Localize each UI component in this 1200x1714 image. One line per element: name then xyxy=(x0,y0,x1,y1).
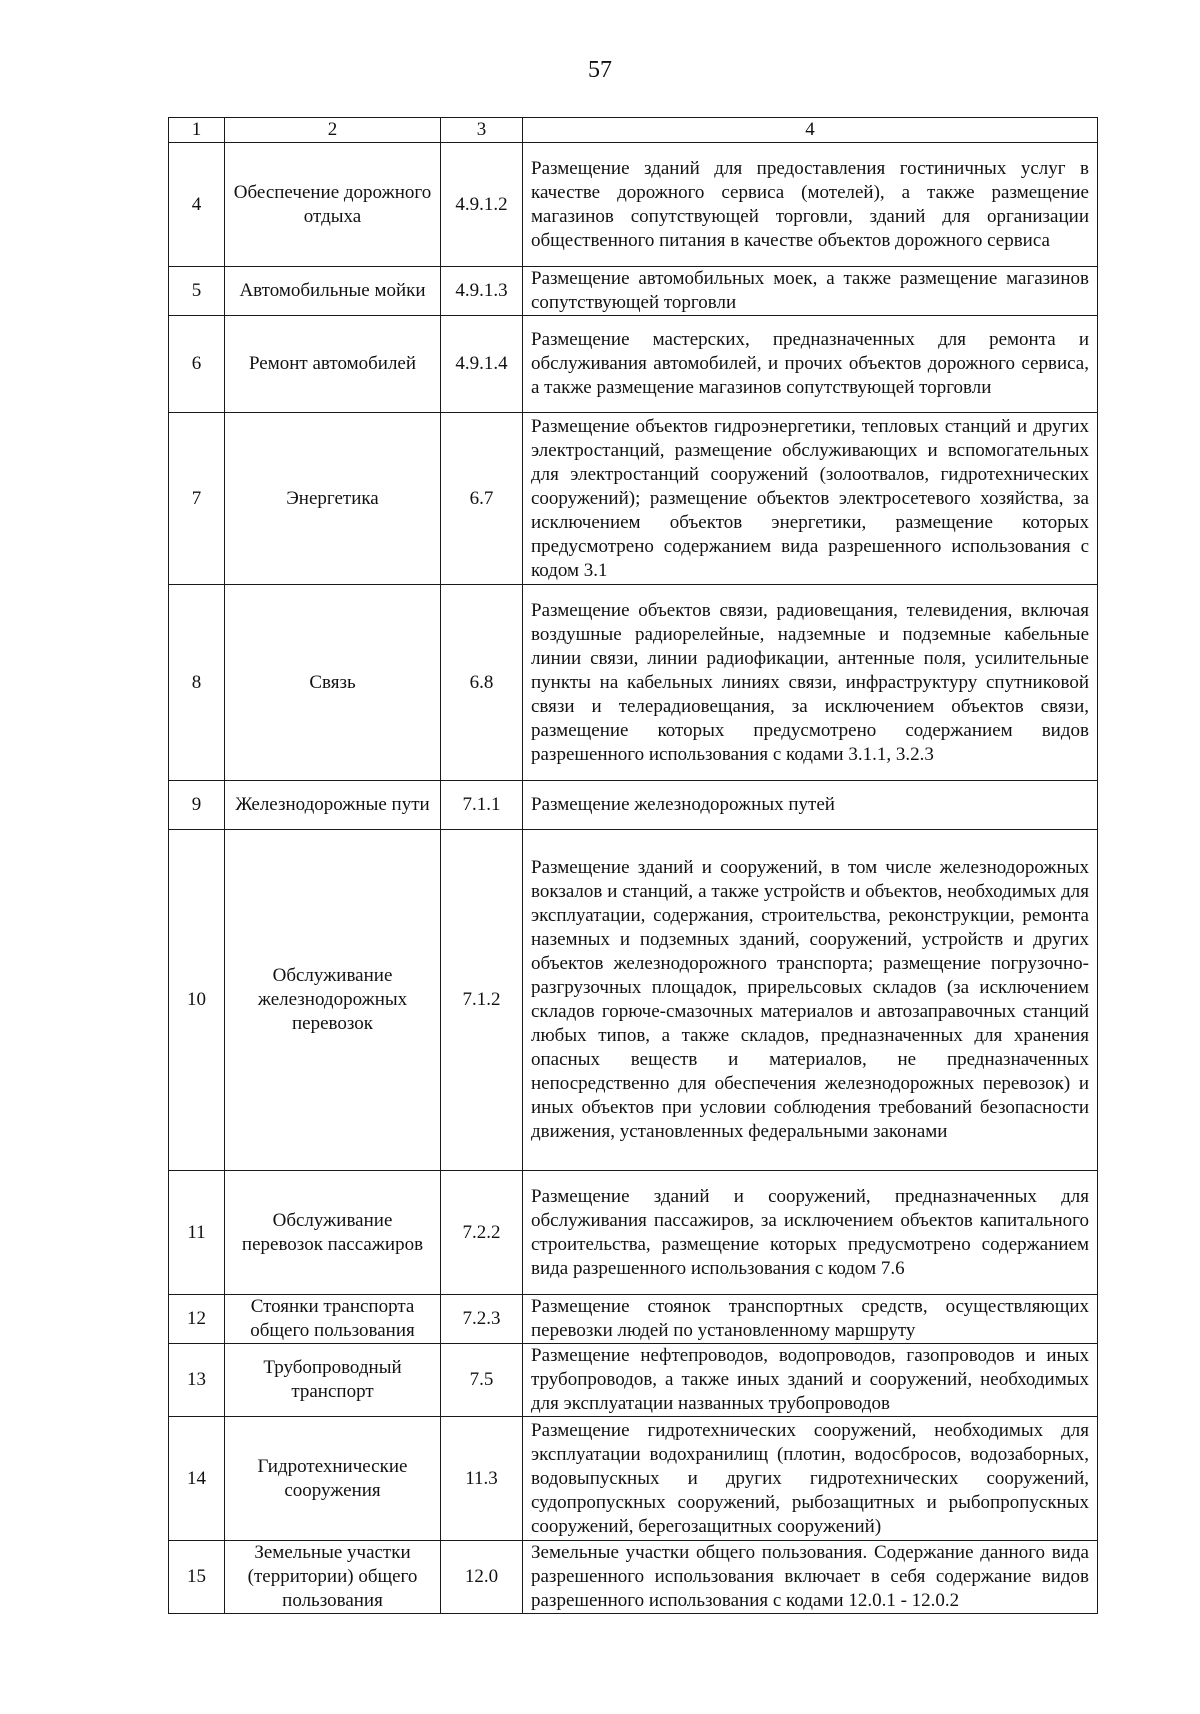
use-description: Размещение нефтепроводов, водопроводов, газопроводов и иных трубопроводов, а также иных зданий и сооружений, необходимых для эксплуатации названных трубопроводов xyxy=(523,1344,1098,1417)
row-number: 9 xyxy=(169,781,225,830)
table-row xyxy=(169,143,1098,267)
table-row xyxy=(169,267,1098,316)
use-name: Земельные участки (территории) общего пользования xyxy=(225,1541,441,1614)
use-description: Размещение мастерских, предназначенных для ремонта и обслуживания автомобилей, и прочих объектов дорожного сервиса, а также размещение магазинов сопутствующей торговли xyxy=(523,316,1098,413)
use-code: 6.8 xyxy=(441,585,523,781)
table-row xyxy=(169,830,1098,1171)
page-number: 57 xyxy=(588,57,612,83)
row-number: 11 xyxy=(169,1171,225,1295)
row-number: 14 xyxy=(169,1417,225,1541)
land-use-table xyxy=(168,117,1098,1614)
use-description: Размещение автомобильных моек, а также размещение магазинов сопутствующей торговли xyxy=(523,267,1098,316)
use-description: Размещение объектов гидроэнергетики, тепловых станций и других электростанций, размещение обслуживающих и вспомогательных для электростанций сооружений (золоотвалов, гидротехнических сооружений); размещение объектов электросетевого хозяйства, за исключением объектов энергетики, размещение которых предусмотрено содержанием вида разрешенного использования с кодом 3.1 xyxy=(523,413,1098,585)
use-code: 4.9.1.3 xyxy=(441,267,523,316)
use-name: Энергетика xyxy=(225,413,441,585)
table-row xyxy=(169,585,1098,781)
table-row xyxy=(169,1295,1098,1344)
use-code: 7.1.1 xyxy=(441,781,523,830)
row-number: 6 xyxy=(169,316,225,413)
use-description: Размещение зданий и сооружений, в том числе железнодорожных вокзалов и станций, а также устройств и объектов, необходимых для эксплуатации, содержания, строительства, реконструкции, ремонта наземных и подземных зданий, сооружений, устройств и других объектов железнодорожного транспорта; размещение погрузочно-разгрузочных площадок, прирельсовых складов (за исключением складов горюче-смазочных материалов и автозаправочных станций любых типов, а также складов, предназначенных для хранения опасных веществ и материалов, не предназначенных непосредственно для обеспечения железнодорожных перевозок) и иных объектов при условии соблюдения требований безопасности движения, установленных федеральными законами xyxy=(523,830,1098,1171)
table-row xyxy=(169,1171,1098,1295)
use-code: 4.9.1.2 xyxy=(441,143,523,267)
use-name: Трубопроводный транспорт xyxy=(225,1344,441,1417)
row-number: 13 xyxy=(169,1344,225,1417)
row-number: 12 xyxy=(169,1295,225,1344)
use-name: Обеспечение дорожного отдыха xyxy=(225,143,441,267)
use-code: 7.2.3 xyxy=(441,1295,523,1344)
use-description: Размещение зданий для предоставления гостиничных услуг в качестве дорожного сервиса (мотелей), а также размещение магазинов сопутствующей торговли, зданий для организации общественного питания в качестве объектов дорожного сервиса xyxy=(523,143,1098,267)
table-row xyxy=(169,413,1098,585)
row-number: 8 xyxy=(169,585,225,781)
use-name: Ремонт автомобилей xyxy=(225,316,441,413)
table-row xyxy=(169,316,1098,413)
use-description: Земельные участки общего пользования. Содержание данного вида разрешенного использования включает в себя содержание видов разрешенного использования с кодами 12.0.1 - 12.0.2 xyxy=(523,1541,1098,1614)
row-number: 4 xyxy=(169,143,225,267)
use-description: Размещение зданий и сооружений, предназначенных для обслуживания пассажиров, за исключением объектов капитального строительства, размещение которых предусмотрено содержанием вида разрешенного использования с кодом 7.6 xyxy=(523,1171,1098,1295)
use-name: Связь xyxy=(225,585,441,781)
use-description: Размещение гидротехнических сооружений, необходимых для эксплуатации водохранилищ (плотин, водосбросов, водозаборных, водовыпускных и других гидротехнических сооружений, судопропускных сооружений, рыбозащитных и рыбопропускных сооружений, берегозащитных сооружений) xyxy=(523,1417,1098,1541)
use-name: Обслуживание железнодорожных перевозок xyxy=(225,830,441,1171)
row-number: 7 xyxy=(169,413,225,585)
use-name: Гидротехнические сооружения xyxy=(225,1417,441,1541)
use-code: 7.2.2 xyxy=(441,1171,523,1295)
row-number: 15 xyxy=(169,1541,225,1614)
column-header-1: 1 xyxy=(169,118,225,143)
use-code: 7.1.2 xyxy=(441,830,523,1171)
use-code: 12.0 xyxy=(441,1541,523,1614)
use-description: Размещение объектов связи, радиовещания, телевидения, включая воздушные радиорелейные, надземные и подземные кабельные линии связи, линии радиофикации, антенные поля, усилительные пункты на кабельных линиях связи, инфраструктуру спутниковой связи и телерадиовещания, за исключением объектов связи, размещение которых предусмотрено содержанием видов разрешенного использования с кодами 3.1.1, 3.2.3 xyxy=(523,585,1098,781)
row-number: 5 xyxy=(169,267,225,316)
column-header-3: 3 xyxy=(441,118,523,143)
table-row xyxy=(169,1417,1098,1541)
use-name: Железнодорожные пути xyxy=(225,781,441,830)
table-row xyxy=(169,1344,1098,1417)
use-name: Стоянки транспорта общего пользования xyxy=(225,1295,441,1344)
column-header-4: 4 xyxy=(523,118,1098,143)
use-description: Размещение стоянок транспортных средств, осуществляющих перевозки людей по установленному маршруту xyxy=(523,1295,1098,1344)
column-header-2: 2 xyxy=(225,118,441,143)
table-row xyxy=(169,1541,1098,1614)
use-description: Размещение железнодорожных путей xyxy=(523,781,1098,830)
use-code: 4.9.1.4 xyxy=(441,316,523,413)
use-code: 6.7 xyxy=(441,413,523,585)
use-code: 7.5 xyxy=(441,1344,523,1417)
row-number: 10 xyxy=(169,830,225,1171)
use-name: Обслуживание перевозок пассажиров xyxy=(225,1171,441,1295)
use-name: Автомобильные мойки xyxy=(225,267,441,316)
table-header-row xyxy=(169,118,1098,143)
use-code: 11.3 xyxy=(441,1417,523,1541)
table-row xyxy=(169,781,1098,830)
